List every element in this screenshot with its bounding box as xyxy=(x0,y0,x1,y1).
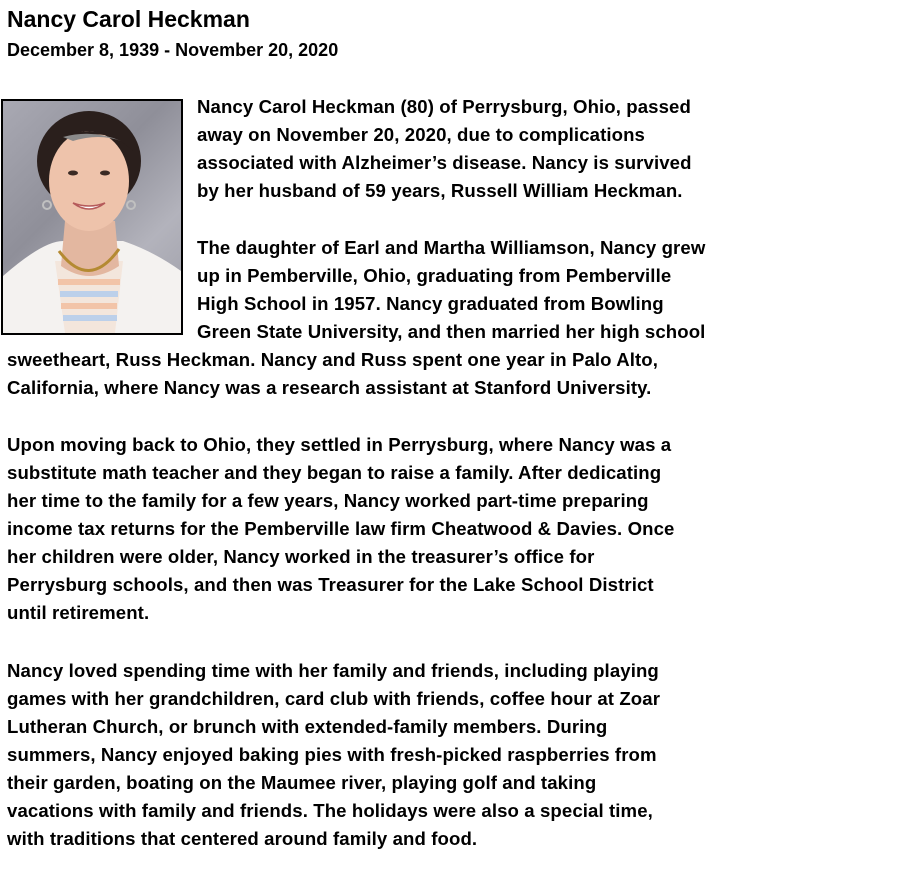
paragraph-3-line: Perrysburg schools, and then was Treasurer for the Lake School District xyxy=(7,574,654,595)
paragraph-3-line: her time to the family for a few years, Nancy worked part-time preparing xyxy=(7,490,649,511)
paragraph-1-line: by her husband of 59 years, Russell William Heckman. xyxy=(197,180,683,201)
life-dates: December 8, 1939 - November 20, 2020 xyxy=(7,40,339,60)
paragraph-3-line: until retirement. xyxy=(7,602,150,623)
paragraph-3-line: Upon moving back to Ohio, they settled in Perrysburg, where Nancy was a xyxy=(7,434,672,455)
paragraph-3-line: income tax returns for the Pemberville law firm Cheatwood & Davies. Once xyxy=(7,518,675,539)
paragraph-3-line: substitute math teacher and they began to raise a family. After dedicating xyxy=(7,462,662,483)
obituary-name: Nancy Carol Heckman xyxy=(7,6,250,32)
paragraph-2-line: up in Pemberville, Ohio, graduating from Pemberville xyxy=(197,265,672,286)
paragraph-3-line: her children were older, Nancy worked in the treasurer’s office for xyxy=(7,546,595,567)
paragraph-4-line: summers, Nancy enjoyed baking pies with fresh-picked raspberries from xyxy=(7,744,657,765)
paragraph-2-line: sweetheart, Russ Heckman. Nancy and Russ spent one year in Palo Alto, xyxy=(7,349,658,370)
portrait-image xyxy=(3,101,181,333)
paragraph-1-line: away on November 20, 2020, due to complications xyxy=(197,124,645,145)
paragraph-1-line: associated with Alzheimer’s disease. Nancy is survived xyxy=(197,152,692,173)
portrait-photo xyxy=(1,99,183,335)
paragraph-2-line: The daughter of Earl and Martha Williamson, Nancy grew xyxy=(197,237,706,258)
paragraph-4-line: Lutheran Church, or brunch with extended-family members. During xyxy=(7,716,608,737)
paragraph-1-line: Nancy Carol Heckman (80) of Perrysburg, Ohio, passed xyxy=(197,96,691,117)
paragraph-4-line: with traditions that centered around family and food. xyxy=(7,828,478,849)
paragraph-2-line: California, where Nancy was a research assistant at Stanford University. xyxy=(7,377,652,398)
paragraph-4-line: Nancy loved spending time with her family and friends, including playing xyxy=(7,660,659,681)
paragraph-4-line: games with her grandchildren, card club with friends, coffee hour at Zoar xyxy=(7,688,661,709)
paragraph-4-line: vacations with family and friends. The holidays were also a special time, xyxy=(7,800,653,821)
paragraph-2-line: Green State University, and then married her high school xyxy=(197,321,706,342)
paragraph-2-line: High School in 1957. Nancy graduated from Bowling xyxy=(197,293,664,314)
paragraph-4-line: their garden, boating on the Maumee river, playing golf and taking xyxy=(7,772,597,793)
